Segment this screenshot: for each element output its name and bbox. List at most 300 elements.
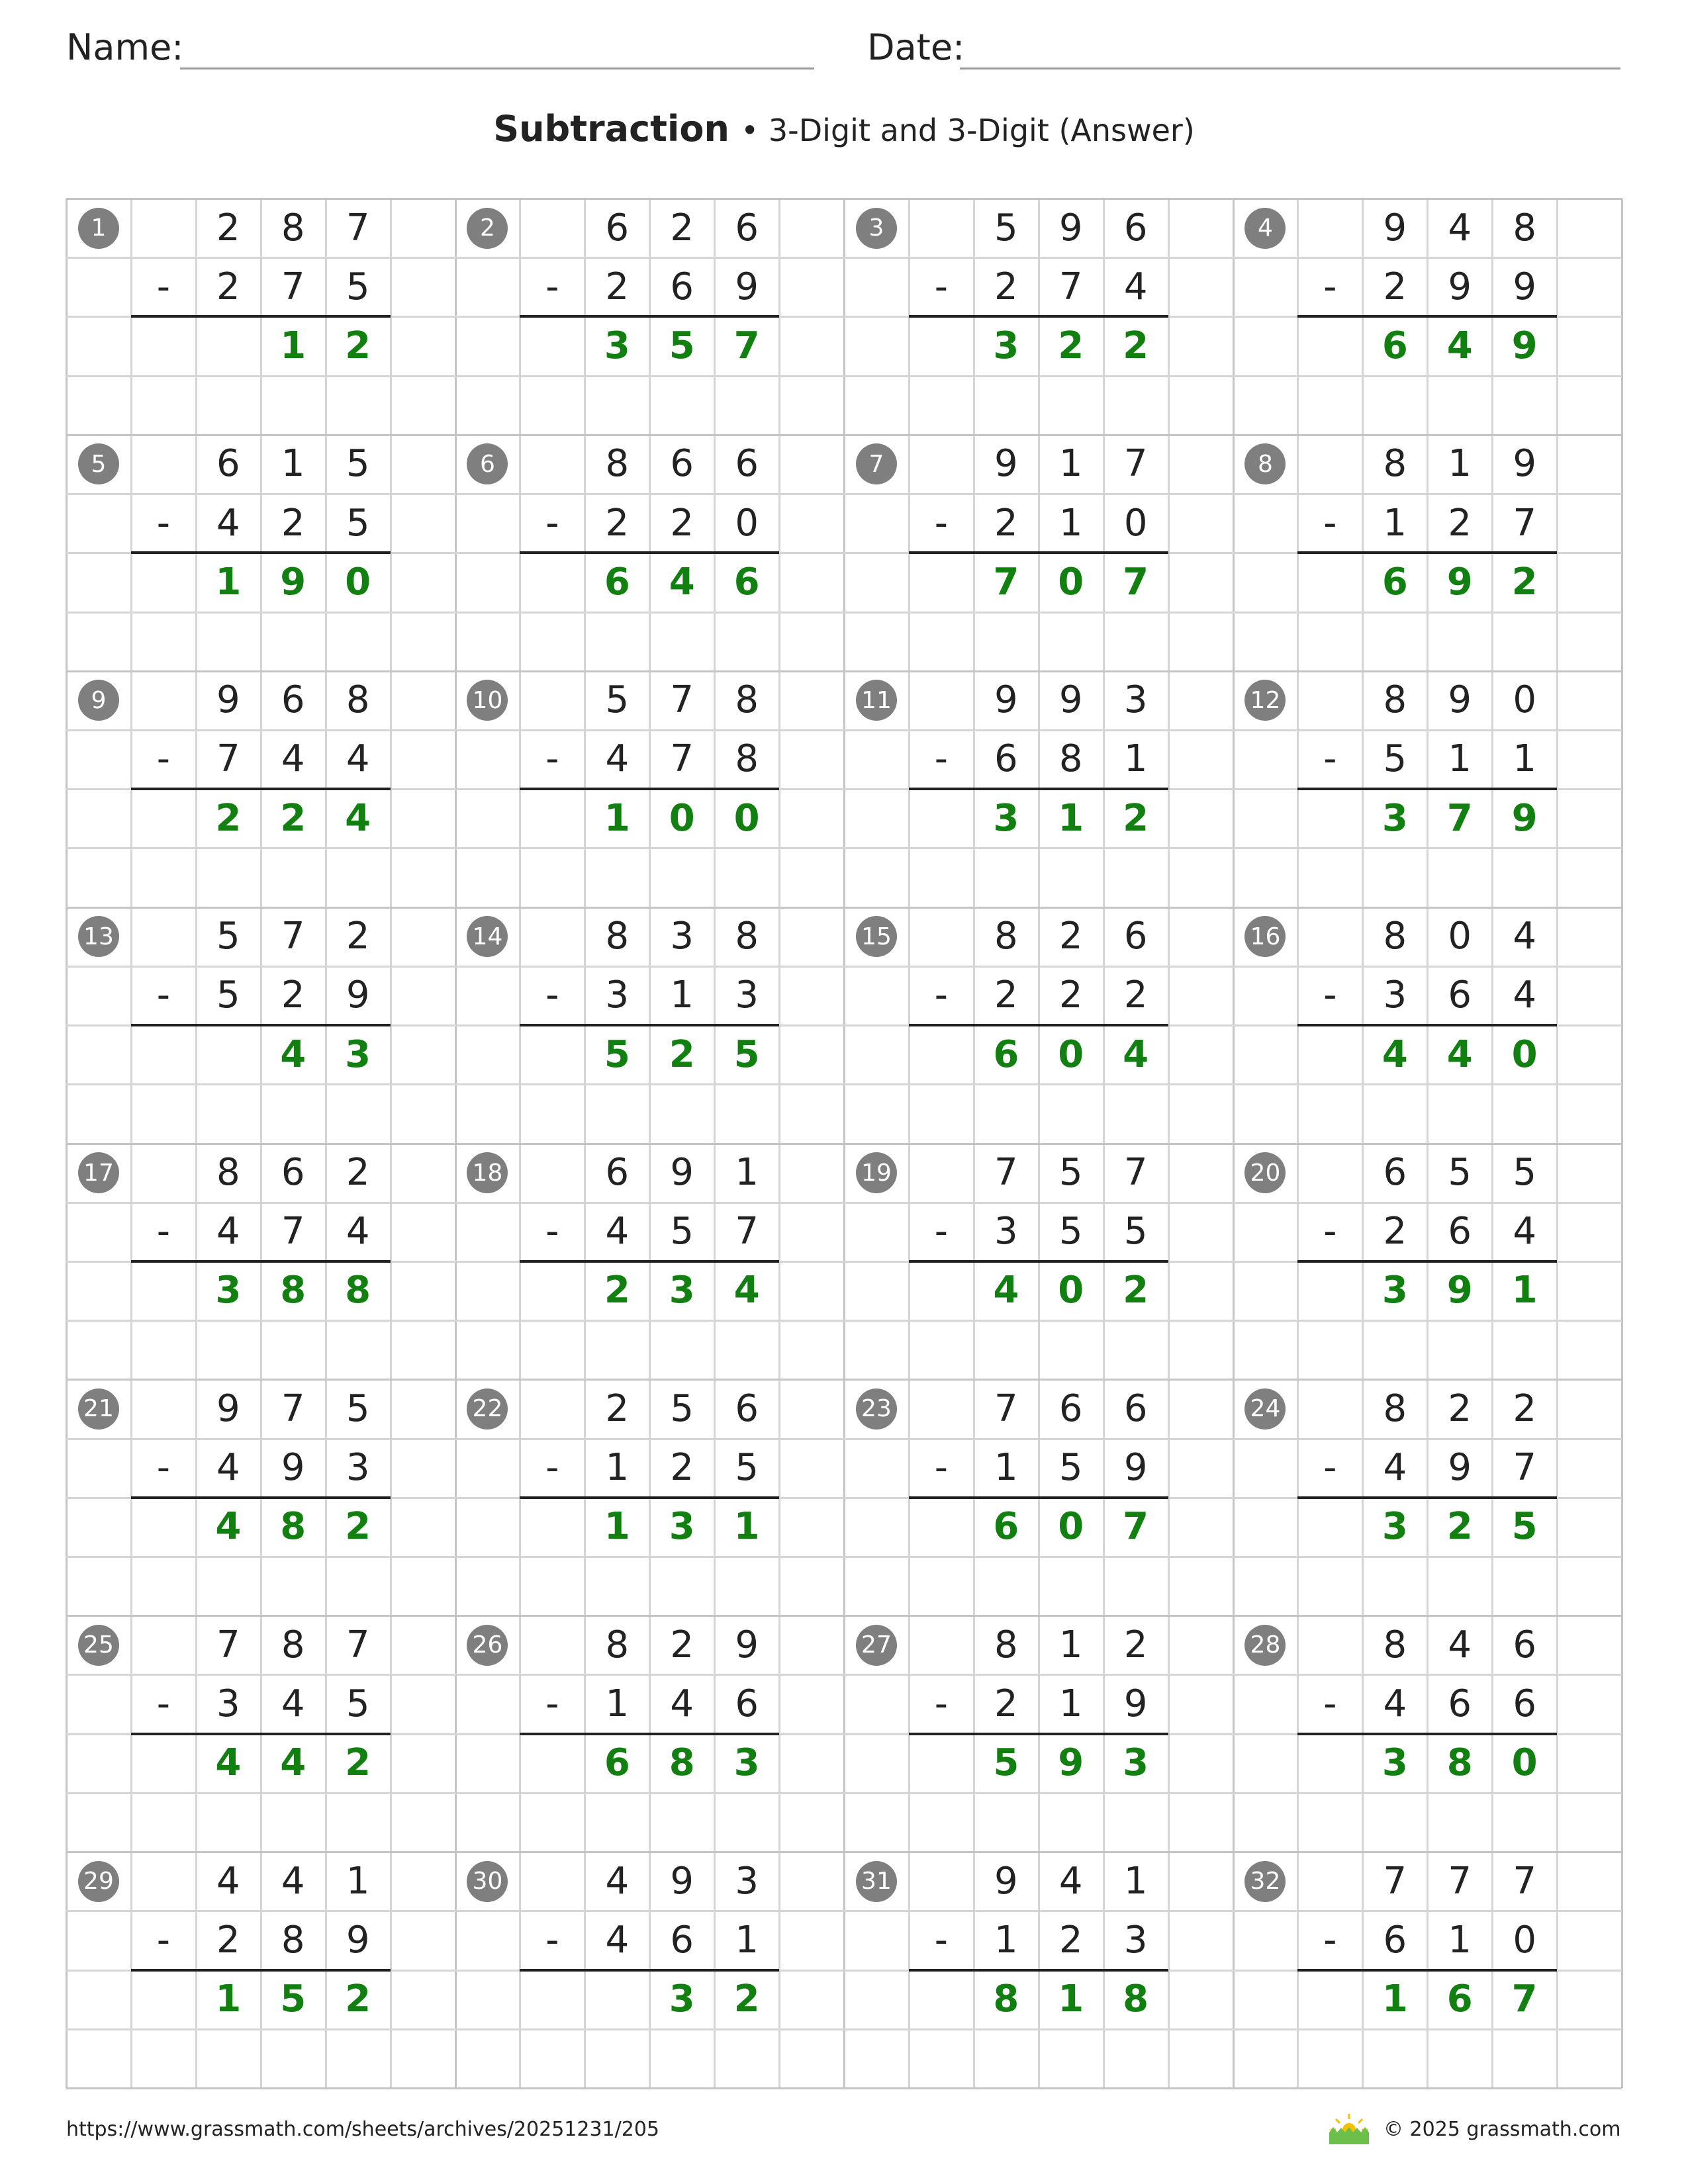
top-digit: 1 [346, 1859, 370, 1903]
date-field[interactable] [960, 68, 1620, 69]
answer-digit: 3 [669, 1505, 695, 1549]
answer-digit: 2 [345, 1978, 371, 2021]
name-field[interactable] [180, 68, 814, 69]
bottom-digit: 1 [994, 1446, 1018, 1490]
bottom-digit: 4 [216, 1446, 240, 1490]
sun-over-grass-icon [1327, 2111, 1372, 2146]
answer-digit: 0 [1058, 560, 1084, 604]
top-digit: 5 [1058, 1151, 1083, 1194]
answer-digit: 6 [993, 1505, 1019, 1549]
problem-number-badge: 25 [78, 1625, 119, 1666]
problem-number-badge: 18 [467, 1152, 508, 1193]
bottom-digit: 4 [216, 501, 240, 545]
top-digit: 8 [1383, 1623, 1407, 1666]
bottom-digit: 6 [1448, 1210, 1472, 1253]
top-digit: 3 [735, 1859, 759, 1903]
answer-digit: 4 [1446, 1032, 1473, 1076]
answer-line [1297, 1733, 1557, 1735]
top-digit: 6 [735, 206, 759, 250]
bottom-digit: 5 [346, 501, 370, 545]
answer-line [520, 551, 779, 554]
bottom-digit: 4 [346, 737, 370, 781]
minus-sign: - [1323, 265, 1337, 308]
top-digit: 2 [1123, 1623, 1148, 1666]
answer-digit: 5 [1511, 1505, 1538, 1549]
bottom-digit: 9 [1448, 1446, 1472, 1490]
problem-number-badge: 32 [1244, 1861, 1286, 1902]
answer-digit: 4 [1382, 1032, 1408, 1076]
top-digit: 9 [994, 442, 1018, 486]
answer-line [520, 788, 779, 790]
answer-digit: 4 [1123, 1032, 1149, 1076]
answer-digit: 5 [280, 1978, 306, 2021]
footer-url: https://www.grassmath.com/sheets/archives/20251231/205 [66, 2118, 660, 2141]
bottom-digit: 4 [1513, 974, 1536, 1017]
problem-number-badge: 23 [856, 1388, 897, 1430]
top-digit: 8 [1383, 442, 1407, 486]
answer-digit: 3 [993, 324, 1019, 367]
answer-line [131, 1260, 391, 1263]
bottom-digit: 2 [994, 265, 1018, 308]
bottom-digit: 4 [216, 1210, 240, 1253]
bottom-digit: 8 [1058, 737, 1083, 781]
top-digit: 8 [1383, 1387, 1407, 1430]
minus-sign: - [156, 501, 171, 545]
bottom-digit: 2 [1383, 265, 1407, 308]
bottom-digit: 1 [735, 1918, 759, 1962]
top-digit: 6 [605, 1151, 630, 1194]
answer-digit: 9 [1446, 560, 1473, 604]
bottom-digit: 4 [1123, 265, 1148, 308]
name-label: Name: [66, 26, 184, 68]
bottom-digit: 5 [346, 265, 370, 308]
top-digit: 9 [1513, 442, 1536, 486]
bottom-digit: 7 [1058, 265, 1083, 308]
bottom-digit: 4 [1513, 1210, 1536, 1253]
answer-digit: 3 [1382, 1505, 1408, 1549]
answer-digit: 1 [215, 560, 242, 604]
bottom-digit: 1 [1448, 737, 1472, 781]
minus-sign: - [545, 1682, 559, 1725]
problem-number-badge: 5 [78, 443, 119, 484]
top-digit: 1 [1448, 442, 1472, 486]
bottom-digit: 5 [670, 1210, 694, 1253]
top-digit: 5 [346, 442, 370, 486]
bottom-digit: 2 [216, 265, 240, 308]
top-digit: 2 [346, 1151, 370, 1194]
answer-digit: 7 [1123, 1505, 1149, 1549]
answer-digit: 3 [215, 1269, 242, 1312]
top-digit: 9 [994, 678, 1018, 722]
top-digit: 6 [735, 442, 759, 486]
top-digit: 4 [1058, 1859, 1083, 1903]
answer-line [520, 1733, 779, 1735]
answer-digit: 2 [733, 1978, 760, 2021]
problem-number-badge: 4 [1244, 208, 1286, 249]
bottom-digit: 2 [994, 501, 1018, 545]
answer-digit: 3 [669, 1978, 695, 2021]
answer-digit: 4 [669, 560, 695, 604]
bottom-digit: 3 [216, 1682, 240, 1725]
bottom-digit: 3 [346, 1446, 370, 1490]
bottom-digit: 3 [605, 974, 630, 1017]
top-digit: 2 [1448, 1387, 1472, 1430]
problem-number-badge: 31 [856, 1861, 897, 1902]
answer-line [1297, 315, 1557, 318]
bottom-digit: 1 [605, 1446, 630, 1490]
bottom-digit: 6 [670, 1918, 694, 1962]
bottom-digit: 7 [735, 1210, 759, 1253]
answer-digit: 2 [280, 796, 306, 840]
answer-digit: 9 [280, 560, 306, 604]
answer-digit: 6 [604, 560, 630, 604]
answer-digit: 9 [1058, 1741, 1084, 1785]
answer-digit: 3 [1123, 1741, 1149, 1785]
bottom-digit: 3 [1383, 974, 1407, 1017]
minus-sign: - [1323, 1918, 1337, 1962]
minus-sign: - [156, 974, 171, 1017]
bottom-digit: 6 [1513, 1682, 1536, 1725]
bottom-digit: 4 [1383, 1446, 1407, 1490]
bottom-digit: 4 [605, 1918, 630, 1962]
minus-sign: - [545, 265, 559, 308]
answer-digit: 2 [345, 324, 371, 367]
grid-line [66, 2087, 1622, 2089]
answer-digit: 1 [1382, 1978, 1408, 2021]
answer-digit: 8 [345, 1269, 371, 1312]
top-digit: 6 [1123, 915, 1148, 958]
top-digit: 6 [1513, 1623, 1536, 1666]
answer-digit: 3 [993, 796, 1019, 840]
answer-digit: 1 [1058, 1978, 1084, 2021]
top-digit: 8 [346, 678, 370, 722]
answer-digit: 2 [1058, 324, 1084, 367]
bottom-digit: 6 [735, 1682, 759, 1725]
answer-digit: 0 [345, 560, 371, 604]
answer-digit: 8 [669, 1741, 695, 1785]
top-digit: 6 [1383, 1151, 1407, 1194]
answer-digit: 2 [215, 796, 242, 840]
worksheet-title [0, 106, 1688, 154]
top-digit: 4 [605, 1859, 630, 1903]
bottom-digit: 4 [281, 737, 305, 781]
minus-sign: - [934, 1682, 949, 1725]
top-digit: 5 [1513, 1151, 1536, 1194]
top-digit: 9 [1058, 206, 1083, 250]
bottom-digit: 6 [1448, 1682, 1472, 1725]
answer-line [520, 1024, 779, 1026]
answer-digit: 2 [1123, 324, 1149, 367]
bottom-digit: 1 [1058, 501, 1083, 545]
answer-digit: 3 [669, 1269, 695, 1312]
answer-digit: 6 [1382, 324, 1408, 367]
top-digit: 2 [1058, 915, 1083, 958]
problem-number-badge: 26 [467, 1625, 508, 1666]
problem-number-badge: 19 [856, 1152, 897, 1193]
top-digit: 7 [346, 1623, 370, 1666]
top-digit: 2 [670, 1623, 694, 1666]
bottom-digit: 7 [1513, 501, 1536, 545]
bottom-digit: 3 [994, 1210, 1018, 1253]
top-digit: 7 [1513, 1859, 1536, 1903]
problem-number-badge: 3 [856, 208, 897, 249]
minus-sign: - [545, 974, 559, 1017]
answer-digit: 7 [1511, 1978, 1538, 2021]
top-digit: 4 [281, 1859, 305, 1903]
problem-number-badge: 21 [78, 1388, 119, 1430]
answer-line [1297, 1260, 1557, 1263]
answer-digit: 0 [1058, 1269, 1084, 1312]
bottom-digit: 2 [605, 501, 630, 545]
top-digit: 4 [1448, 206, 1472, 250]
problem-number-badge: 8 [1244, 443, 1286, 484]
answer-digit: 7 [993, 560, 1019, 604]
top-digit: 6 [1058, 1387, 1083, 1430]
top-digit: 8 [605, 442, 630, 486]
bottom-digit: 5 [735, 1446, 759, 1490]
answer-digit: 1 [215, 1978, 242, 2021]
minus-sign: - [934, 501, 949, 545]
top-digit: 6 [735, 1387, 759, 1430]
bottom-digit: 4 [605, 737, 630, 781]
bottom-digit: 1 [1513, 737, 1536, 781]
answer-digit: 1 [280, 324, 306, 367]
answer-line [520, 315, 779, 318]
answer-line [131, 1969, 391, 1972]
bottom-digit: 9 [1123, 1682, 1148, 1725]
bottom-digit: 1 [670, 974, 694, 1017]
problem-number-badge: 27 [856, 1625, 897, 1666]
answer-line [909, 315, 1168, 318]
top-digit: 7 [1383, 1859, 1407, 1903]
bottom-digit: 6 [994, 737, 1018, 781]
top-digit: 9 [1383, 206, 1407, 250]
bottom-digit: 2 [670, 1446, 694, 1490]
top-digit: 8 [281, 206, 305, 250]
bottom-digit: 7 [281, 265, 305, 308]
top-digit: 4 [1448, 1623, 1472, 1666]
top-digit: 8 [1383, 915, 1407, 958]
bottom-digit: 8 [281, 1918, 305, 1962]
bottom-digit: 9 [346, 1918, 370, 1962]
bottom-digit: 1 [605, 1682, 630, 1725]
answer-digit: 4 [733, 1269, 760, 1312]
answer-line [909, 1496, 1168, 1499]
bottom-digit: 1 [1448, 1918, 1472, 1962]
top-digit: 8 [735, 678, 759, 722]
minus-sign: - [156, 1682, 171, 1725]
bottom-digit: 7 [1513, 1446, 1536, 1490]
answer-digit: 6 [993, 1032, 1019, 1076]
answer-line [131, 788, 391, 790]
top-digit: 7 [1123, 1151, 1148, 1194]
top-digit: 9 [735, 1623, 759, 1666]
problem-number-badge: 29 [78, 1861, 119, 1902]
answer-line [131, 1024, 391, 1026]
top-digit: 9 [994, 1859, 1018, 1903]
top-digit: 6 [1123, 206, 1148, 250]
minus-sign: - [156, 265, 171, 308]
top-digit: 1 [1058, 1623, 1083, 1666]
top-digit: 7 [994, 1151, 1018, 1194]
bottom-digit: 2 [994, 1682, 1018, 1725]
answer-digit: 0 [1511, 1032, 1538, 1076]
top-digit: 2 [605, 1387, 630, 1430]
answer-digit: 0 [733, 796, 760, 840]
top-digit: 5 [605, 678, 630, 722]
top-digit: 3 [1123, 678, 1148, 722]
top-digit: 9 [670, 1151, 694, 1194]
minus-sign: - [545, 737, 559, 781]
bottom-digit: 2 [1058, 974, 1083, 1017]
bottom-digit: 5 [216, 974, 240, 1017]
answer-digit: 6 [1446, 1978, 1473, 2021]
problem-grid [66, 199, 1622, 2088]
top-digit: 0 [1513, 678, 1536, 722]
problem-number-badge: 9 [78, 680, 119, 721]
answer-line [1297, 1496, 1557, 1499]
bottom-digit: 9 [281, 1446, 305, 1490]
minus-sign: - [934, 1918, 949, 1962]
top-digit: 8 [735, 915, 759, 958]
top-digit: 2 [216, 206, 240, 250]
bottom-digit: 9 [1123, 1446, 1148, 1490]
bottom-digit: 9 [1448, 265, 1472, 308]
answer-line [909, 1733, 1168, 1735]
answer-line [1297, 1024, 1557, 1026]
bottom-digit: 1 [1383, 501, 1407, 545]
minus-sign: - [1323, 501, 1337, 545]
minus-sign: - [156, 1918, 171, 1962]
top-digit: 6 [281, 678, 305, 722]
bottom-digit: 5 [1123, 1210, 1148, 1253]
bottom-digit: 3 [735, 974, 759, 1017]
top-digit: 5 [216, 915, 240, 958]
answer-digit: 1 [1511, 1269, 1538, 1312]
problem-number-badge: 10 [467, 680, 508, 721]
answer-digit: 1 [1058, 796, 1084, 840]
minus-sign: - [934, 1210, 949, 1253]
top-digit: 7 [1123, 442, 1148, 486]
problem-number-badge: 13 [78, 916, 119, 957]
minus-sign: - [1323, 737, 1337, 781]
problem-number-badge: 28 [1244, 1625, 1286, 1666]
bottom-digit: 5 [1058, 1210, 1083, 1253]
answer-digit: 4 [1446, 324, 1473, 367]
footer-copyright: © 2025 grassmath.com [1383, 2118, 1621, 2141]
bottom-digit: 2 [281, 501, 305, 545]
answer-digit: 5 [669, 324, 695, 367]
top-digit: 1 [1058, 442, 1083, 486]
top-digit: 8 [1383, 678, 1407, 722]
problem-number-badge: 20 [1244, 1152, 1286, 1193]
answer-digit: 9 [1511, 796, 1538, 840]
minus-sign: - [1323, 974, 1337, 1017]
top-digit: 7 [1448, 1859, 1472, 1903]
bottom-digit: 0 [735, 501, 759, 545]
answer-digit: 8 [993, 1978, 1019, 2021]
top-digit: 7 [216, 1623, 240, 1666]
answer-line [909, 1024, 1168, 1026]
bottom-digit: 8 [735, 737, 759, 781]
answer-line [1297, 1969, 1557, 1972]
answer-digit: 9 [1511, 324, 1538, 367]
minus-sign: - [934, 737, 949, 781]
title-subtitle: • 3-Digit and 3-Digit (Answer) [741, 113, 1195, 148]
problem-number-badge: 16 [1244, 916, 1286, 957]
bottom-digit: 4 [605, 1210, 630, 1253]
top-digit: 6 [605, 206, 630, 250]
bottom-digit: 1 [994, 1918, 1018, 1962]
problem-number-badge: 17 [78, 1152, 119, 1193]
top-digit: 6 [281, 1151, 305, 1194]
answer-line [909, 1260, 1168, 1263]
bottom-digit: 5 [346, 1682, 370, 1725]
problem-number-badge: 24 [1244, 1388, 1286, 1430]
answer-digit: 3 [733, 1741, 760, 1785]
top-digit: 9 [216, 678, 240, 722]
bottom-digit: 2 [1448, 501, 1472, 545]
top-digit: 9 [1058, 678, 1083, 722]
minus-sign: - [545, 1210, 559, 1253]
answer-digit: 3 [604, 324, 630, 367]
answer-digit: 0 [1058, 1032, 1084, 1076]
bottom-digit: 9 [346, 974, 370, 1017]
bottom-digit: 0 [1123, 501, 1148, 545]
answer-digit: 2 [1511, 560, 1538, 604]
answer-digit: 4 [215, 1505, 242, 1549]
bottom-digit: 3 [1123, 1918, 1148, 1962]
problem-number-badge: 15 [856, 916, 897, 957]
minus-sign: - [156, 1446, 171, 1490]
top-digit: 8 [605, 1623, 630, 1666]
top-digit: 9 [670, 1859, 694, 1903]
answer-digit: 2 [1123, 796, 1149, 840]
minus-sign: - [1323, 1210, 1337, 1253]
minus-sign: - [545, 501, 559, 545]
bottom-digit: 2 [216, 1918, 240, 1962]
answer-digit: 3 [1382, 796, 1408, 840]
answer-digit: 9 [1446, 1269, 1473, 1312]
answer-digit: 4 [280, 1741, 306, 1785]
top-digit: 1 [735, 1151, 759, 1194]
problem-number-badge: 30 [467, 1861, 508, 1902]
answer-digit: 0 [1058, 1505, 1084, 1549]
problem-number-badge: 14 [467, 916, 508, 957]
answer-digit: 6 [1382, 560, 1408, 604]
answer-line [1297, 551, 1557, 554]
top-digit: 8 [216, 1151, 240, 1194]
bottom-digit: 4 [670, 1682, 694, 1725]
top-digit: 0 [1448, 915, 1472, 958]
top-digit: 7 [994, 1387, 1018, 1430]
bottom-digit: 7 [281, 1210, 305, 1253]
top-digit: 5 [1448, 1151, 1472, 1194]
minus-sign: - [156, 737, 171, 781]
answer-digit: 3 [1382, 1741, 1408, 1785]
minus-sign: - [934, 265, 949, 308]
bottom-digit: 4 [346, 1210, 370, 1253]
answer-digit: 5 [733, 1032, 760, 1076]
minus-sign: - [545, 1918, 559, 1962]
answer-digit: 2 [669, 1032, 695, 1076]
bottom-digit: 6 [1448, 974, 1472, 1017]
bottom-digit: 6 [1383, 1918, 1407, 1962]
top-digit: 1 [281, 442, 305, 486]
answer-line [909, 1969, 1168, 1972]
top-digit: 8 [1513, 206, 1536, 250]
answer-line [520, 1260, 779, 1263]
